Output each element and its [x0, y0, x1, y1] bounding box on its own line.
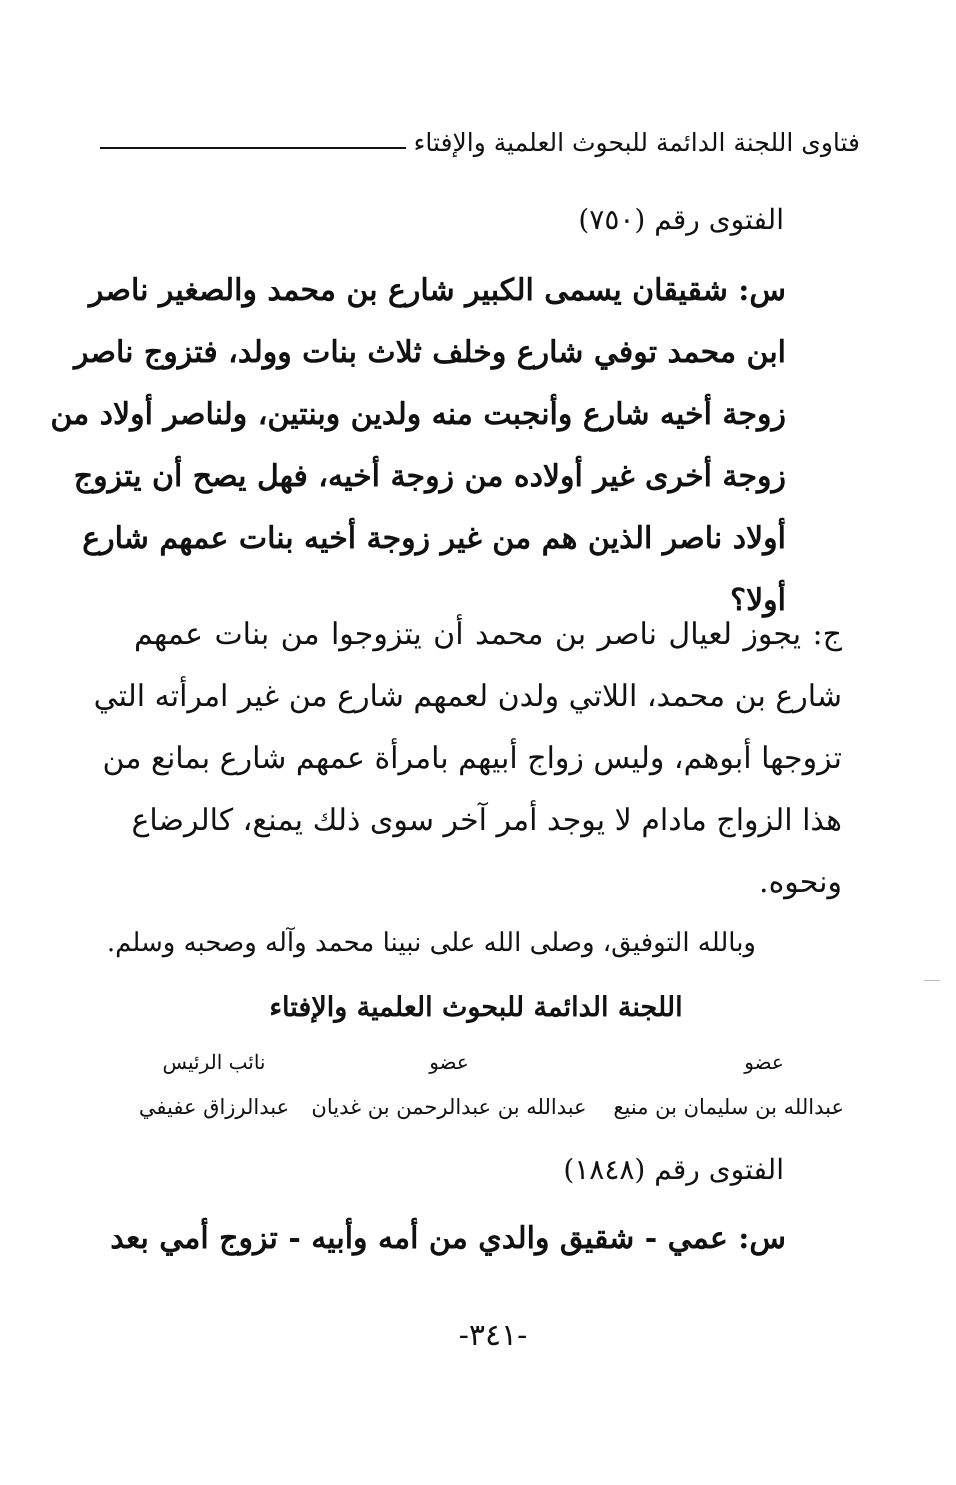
fatwa-750-answer [93, 604, 842, 914]
answer-line: ج: يجوز لعيال ناصر بن محمد أن يتزوجوا من بنات عمهم [134, 617, 842, 652]
question-line: س: شقيقان يسمى الكبير شارع بن محمد والصغير ناصر [88, 273, 786, 308]
member-role: عضو [429, 1050, 469, 1074]
member-name: عبدالله بن عبدالرحمن بن غديان [311, 1095, 587, 1119]
fatwa-750-question [50, 260, 786, 632]
question-line: أولاد ناصر الذين هم من غير زوجة أخيه بنات عمهم شارع [82, 521, 786, 556]
page-number: -٣٤١- [458, 1318, 528, 1353]
running-header-title: فتاوى اللجنة الدائمة للبحوث العلمية والإفتاء [413, 128, 860, 157]
question-line: زوجة أخيه شارع وأنجبت منه ولدين وبنتين، ولناصر أولاد من [50, 397, 786, 432]
member-name: عبدالله بن سليمان بن منيع [613, 1095, 844, 1119]
answer-line: شارع بن محمد، اللاتي ولدن لعمهم شارع من غير امرأته التي [93, 679, 842, 714]
answer-line: تزوجها أبوهم، وليس زواج أبيهم بامرأة عمهم شارع بمانع من [102, 741, 842, 776]
committee-member [613, 1045, 844, 1127]
answer-line: ونحوه. [759, 865, 842, 900]
question-line: أولا؟ [730, 583, 786, 618]
fatwa-number-750: الفتوى رقم (٧٥٠) [578, 203, 784, 236]
member-role: نائب الرئيس [162, 1050, 266, 1074]
answer-line: هذا الزواج مادام لا يوجد أمر آخر سوى ذلك يمنع، كالرضاع [131, 803, 842, 838]
member-name: عبدالرزاق عفيفي [138, 1095, 290, 1119]
committee-name: اللجنة الدائمة للبحوث العلمية والإفتاء [269, 992, 683, 1023]
margin-mark [924, 980, 940, 981]
fatwa-1848-question [110, 1208, 786, 1270]
fatwa-number-1848: الفتوى رقم (١٨٤٨) [563, 1153, 784, 1186]
committee-member [304, 1045, 594, 1127]
committee-members [124, 1045, 844, 1135]
closing-prayer: وبالله التوفيق، وصلى الله على نبينا محمد وآله وصحبه وسلم. [106, 928, 756, 958]
member-role: عضو [744, 1050, 784, 1074]
committee-member [124, 1045, 304, 1127]
header-rule [100, 147, 406, 149]
question-line: ابن محمد توفي شارع وخلف ثلاث بنات وولد، فتزوج ناصر [73, 335, 786, 370]
running-header [100, 128, 860, 157]
question-line: زوجة أخرى غير أولاده من زوجة أخيه، فهل يصح أن يتزوج [73, 459, 786, 494]
question-line: س: عمي - شقيق والدي من أمه وأبيه - تزوج أمي بعد [110, 1221, 786, 1256]
